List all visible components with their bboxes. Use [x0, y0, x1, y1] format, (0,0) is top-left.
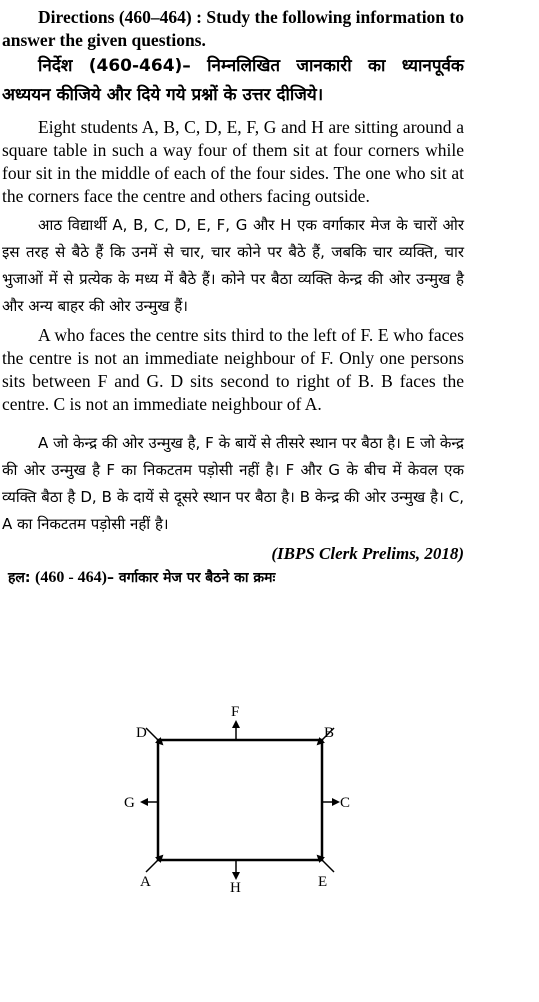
directions-en: Directions (460–464) : Study the following information to answer the given questions.	[2, 7, 464, 50]
arrow-bottom-right	[318, 856, 334, 872]
label-right-middle: C	[340, 795, 351, 811]
clues-en: A who faces the centre sits third to the left of F. E who faces the centre is not an immediate neighbour of F. Only one persons sits between F and G. D sits second to right of B. B faces the centre. C is not an immediate neighbour of A.	[2, 325, 464, 414]
label-bottom-right: E	[318, 874, 328, 890]
solution-heading	[8, 566, 464, 590]
arrow-bottom-left	[146, 856, 162, 872]
label-top-left: D	[136, 725, 147, 741]
seating-diagram	[110, 700, 370, 900]
seating-diagram-svg	[110, 700, 370, 900]
intro-en: Eight students A, B, C, D, E, F, G and H are sitting around a square table in such a way four of them sit at four corners while four sit in the middle of each of the four sides. The one who sit at the corners face the centre and others facing outside.	[2, 117, 464, 206]
solution-label: हल:	[8, 570, 31, 586]
intro-hi: आठ विद्यार्थी A, B, C, D, E, F, G और H एक वर्गाकार मेज के चारों ओर इस तरह से बैठे हैं कि उनमें से चार, चार कोने पर बैठे हैं, जबकि चार व्यक्ति, चार भुजाओं में से प्रत्येक के मध्य में बैठे हैं। कोने पर बैठा व्यक्ति केन्द्र की ओर उन्मुख है और अन्य बाहर की ओर उन्मुख हैं।	[2, 216, 464, 315]
arrow-top-left	[146, 728, 162, 744]
label-top-middle: F	[231, 704, 240, 720]
label-top-right: B	[324, 725, 335, 741]
question-page	[2, 6, 464, 590]
label-left-middle: G	[124, 795, 135, 811]
square-table	[158, 740, 322, 860]
solution-range: (460 - 464)	[34, 569, 107, 586]
solution-text: – वर्गाकार मेज पर बैठने का क्रमः	[106, 570, 276, 586]
label-bottom-left: A	[140, 874, 151, 890]
source-citation: (IBPS Clerk Prelims, 2018)	[271, 544, 464, 563]
directions-hi: निर्देश (460-464)– निम्नलिखित जानकारी का ध्यानपूर्वक अध्ययन कीजिये और दिये गये प्रश्नों के उत्तर दीजिये।	[2, 56, 464, 105]
clues-hi: A जो केन्द्र की ओर उन्मुख है, F के बायें से तीसरे स्थान पर बैठा है। E जो केन्द्र की ओर उन्मुख है F का निकटतम पड़ोसी नहीं है। F और G के बीच में केवल एक व्यक्ति बैठा है D, B के दायें से दूसरे स्थान पर बैठा है। B केन्द्र की ओर उन्मुख है। C, A का निकटतम पड़ोसी नहीं है।	[2, 434, 464, 533]
label-bottom-middle: H	[230, 880, 241, 896]
